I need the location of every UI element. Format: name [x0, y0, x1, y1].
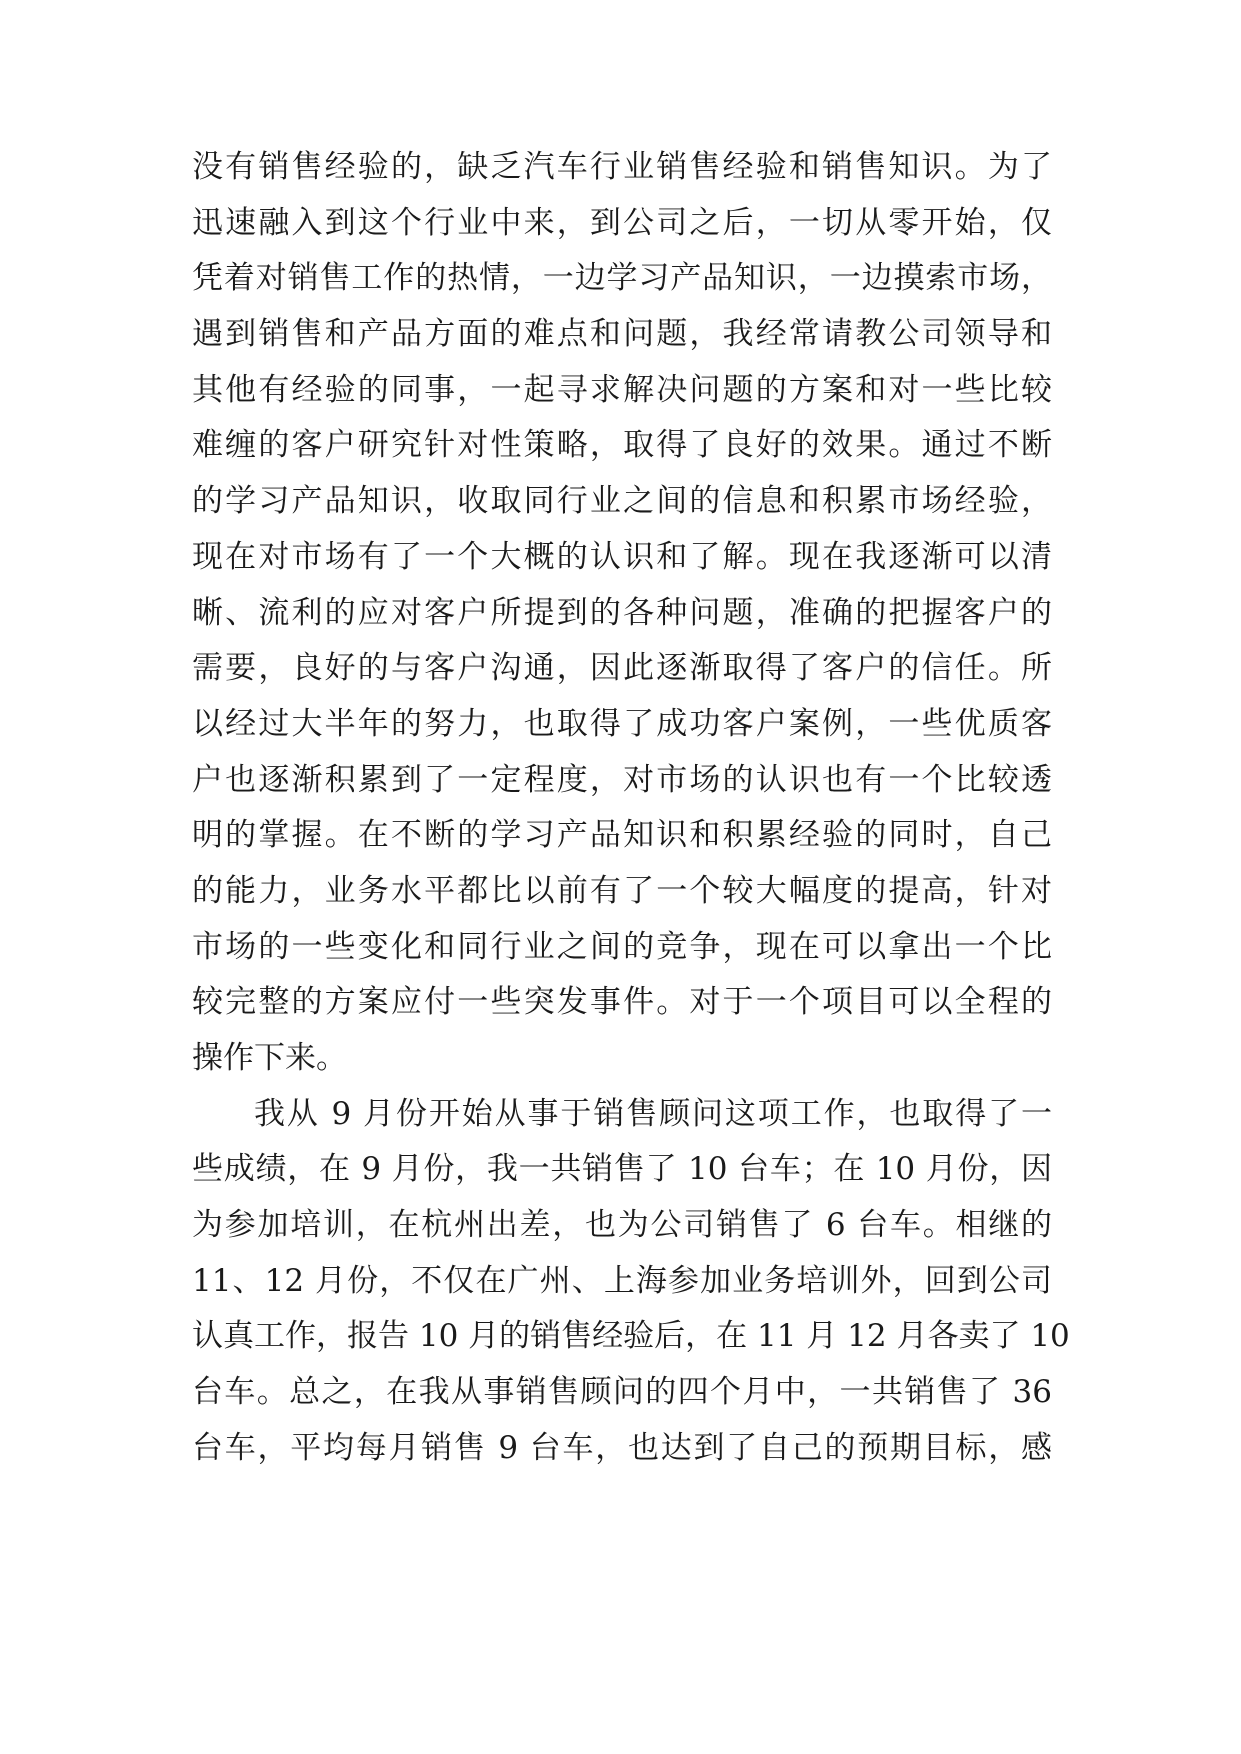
text-line: 较完整的方案应付一些突发事件。对于一个项目可以全程的: [192, 984, 1052, 1021]
text-line: 需要，良好的与客户沟通，因此逐渐取得了客户的信任。所: [192, 650, 1052, 687]
text-line: 没有销售经验的，缺乏汽车行业销售经验和销售知识。为了: [192, 149, 1052, 185]
text-line: 台车。总之，在我从事销售顾问的四个月中，一共销售了 36: [192, 1374, 1052, 1411]
text-line: 明的掌握。在不断的学习产品知识和积累经验的同时，自己: [192, 817, 1052, 854]
text-line: 迅速融入到这个行业中来，到公司之后，一切从零开始，仅: [192, 204, 1052, 241]
text-line: 凭着对销售工作的热情，一边学习产品知识，一边摸索市场，: [192, 260, 1052, 297]
text-line: 以经过大半年的努力，也取得了成功客户案例，一些优质客: [192, 705, 1052, 742]
paragraph-2: [192, 1087, 1070, 1477]
text-line: 操作下来。: [192, 1040, 347, 1076]
text-line: 些成绩，在 9 月份，我一共销售了 10 台车；在 10 月份，因: [192, 1151, 1052, 1188]
text-line: 台车，平均每月销售 9 台车，也达到了自己的预期目标，感: [192, 1429, 1052, 1466]
text-line: 现在对市场有了一个大概的认识和了解。现在我逐渐可以清: [192, 538, 1052, 575]
paragraph-1: [192, 140, 1052, 1087]
text-line: 我从 9 月份开始从事于销售顾问这项工作，也取得了一: [254, 1095, 1052, 1132]
text-line: 难缠的客户研究针对性策略，取得了良好的效果。通过不断: [192, 427, 1052, 464]
text-line: 市场的一些变化和同行业之间的竞争，现在可以拿出一个比: [192, 928, 1052, 965]
text-line: 户也逐渐积累到了一定程度，对市场的认识也有一个比较透: [192, 761, 1052, 798]
text-line: 的学习产品知识，收取同行业之间的信息和积累市场经验，: [192, 483, 1052, 520]
document-body: [192, 140, 1070, 1477]
text-line: 晰、流利的应对客户所提到的各种问题，准确的把握客户的: [192, 594, 1052, 631]
text-line: 遇到销售和产品方面的难点和问题，我经常请教公司领导和: [192, 316, 1052, 353]
text-line: 的能力，业务水平都比以前有了一个较大幅度的提高，针对: [192, 872, 1052, 909]
text-line: 认真工作，报告 10 月的销售经验后，在 11 月 12 月各卖了 10: [192, 1318, 1070, 1355]
text-line: 11、12 月份，不仅在广州、上海参加业务培训外，回到公司: [192, 1262, 1052, 1299]
text-line: 其他有经验的同事，一起寻求解决问题的方案和对一些比较: [192, 371, 1052, 408]
text-line: 为参加培训，在杭州出差，也为公司销售了 6 台车。相继的: [192, 1207, 1052, 1244]
